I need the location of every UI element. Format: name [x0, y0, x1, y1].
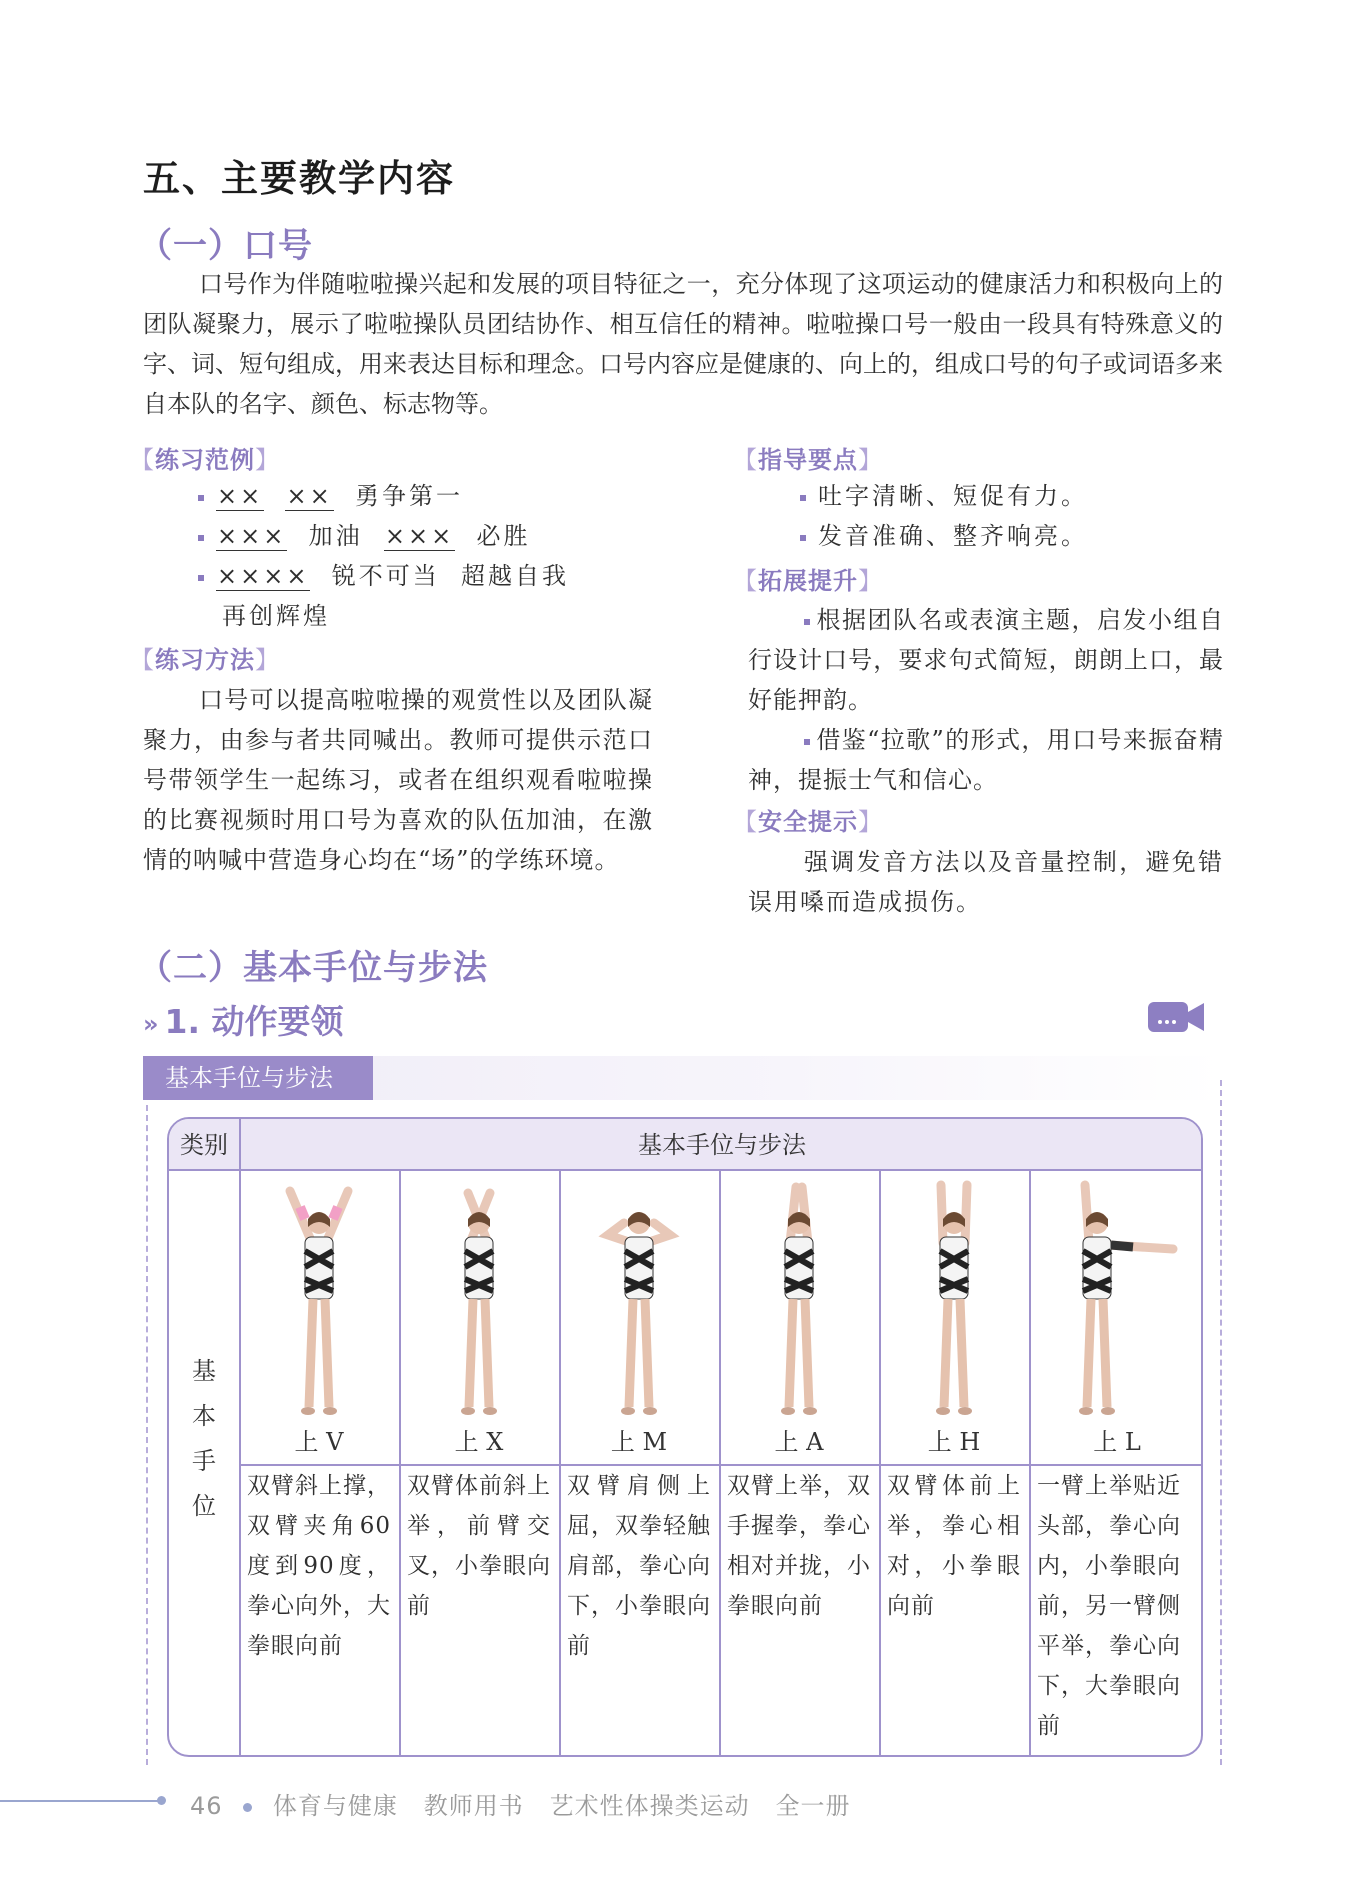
- bullet-icon: [804, 619, 810, 625]
- position-description: 双臂斜上撑，双臂夹角60度到90度，拳心向外，大拳眼向前: [247, 1473, 391, 1659]
- footer-type: 教师用书: [423, 1792, 524, 1820]
- footer-volume: 全一册: [775, 1792, 851, 1820]
- position-name: 上 V: [294, 1428, 344, 1456]
- bullet-icon: [800, 535, 806, 541]
- footer-book: 体育与健康: [272, 1792, 398, 1820]
- hand-position-table: [167, 1117, 1203, 1757]
- cheer-pose-upper-m: [594, 1179, 684, 1421]
- example-3-part-c: 超越自我: [460, 562, 569, 590]
- position-name: 上 L: [1093, 1428, 1141, 1456]
- example-2-part-a: ×××: [217, 522, 287, 550]
- example-line-3: [198, 556, 569, 596]
- practice-method-text: 口号可以提高啦啦操的观赏性以及团队凝聚力，由参与者共同喊出。教师可提供示范口号带领学生一起练习，或者在组织观看啦啦操的比赛视频时用口号为喜欢的队伍加油，在激情的呐喊中营造身心均在“场”的学练环境。: [143, 686, 653, 874]
- safety-tag: 【安全提示】: [733, 808, 883, 836]
- section1-title: （一）口号: [138, 226, 313, 266]
- example-3-part-b: 锐不可当: [331, 562, 440, 590]
- subsection-title: » 1. 动作要领: [143, 1002, 344, 1041]
- example-1-part-b: ××: [286, 482, 333, 510]
- position-name: 上 X: [454, 1428, 504, 1456]
- footer-text: [190, 1786, 851, 1821]
- example-3-part-a: ××××: [217, 562, 310, 590]
- position-description: 双臂体前斜上举，前臂交叉，小拳眼向前: [407, 1473, 551, 1619]
- position-name: 上 H: [927, 1428, 981, 1456]
- bullet-icon: [198, 575, 204, 581]
- section1-intro: 口号作为伴随啦啦操兴起和发展的项目特征之一，充分体现了这项运动的健康活力和积极向上的团队凝聚力，展示了啦啦操队员团结协作、相互信任的精神。啦啦操口号一般由一段具有特殊意义的字、词、短句组成，用来表达目标和理念。口号内容应是健康的、向上的，组成口号的句子或词语多来自本队的名字、颜色、标志物等。: [143, 270, 1223, 418]
- cheer-pose-upper-l: [1049, 1179, 1179, 1421]
- example-line-1: [198, 476, 463, 516]
- row-label: 基 本 手 位: [192, 1357, 216, 1520]
- dashed-border-left: [146, 1105, 148, 1765]
- example-2-part-c: ×××: [384, 522, 455, 550]
- practice-method-tag: 【练习方法】: [130, 646, 280, 674]
- position-description: 一臂上举贴近头部，拳心向内，小拳眼向前，另一臂侧平举，拳心向下，大拳眼向前: [1037, 1473, 1181, 1739]
- footer-dot-icon: [243, 1803, 252, 1812]
- guidance-tag: 【指导要点】: [733, 446, 883, 474]
- position-description: 双臂肩侧上屈，双拳轻触肩部，拳心向下，小拳眼向前: [567, 1473, 711, 1659]
- guidance-item: 吐字清晰、短促有力。: [800, 476, 1088, 516]
- bullet-icon: [198, 495, 204, 501]
- extension-item: 根据团队名或表演主题，启发小组自行设计口号，要求句式简短，朗朗上口，最好能押韵。: [748, 606, 1224, 714]
- footer-rule: [0, 1800, 160, 1802]
- page-heading: 五、主要教学内容: [143, 156, 455, 200]
- extension-tag: 【拓展提升】: [733, 567, 883, 595]
- table-banner-label: 基本手位与步法: [143, 1056, 373, 1100]
- bullet-icon: [804, 739, 810, 745]
- page-number: 46: [190, 1792, 223, 1820]
- example-1-part-a: ××: [217, 482, 264, 510]
- video-camera-icon[interactable]: [1146, 998, 1206, 1036]
- example-line-2: [198, 516, 530, 556]
- cheer-pose-upper-x: [434, 1179, 524, 1421]
- header-content: 基本手位与步法: [638, 1131, 806, 1159]
- example-2-part-d: 必胜: [476, 522, 531, 550]
- header-category: 类别: [180, 1131, 228, 1159]
- extension-item: 借鉴“拉歌”的形式，用口号来振奋精神，提振士气和信心。: [748, 726, 1224, 794]
- guidance-item: 发音准确、整齐响亮。: [800, 516, 1088, 556]
- bullet-icon: [198, 535, 204, 541]
- bullet-icon: [800, 495, 806, 501]
- footer-subject: 艺术性体操类运动: [549, 1792, 750, 1820]
- practice-examples-tag: 【练习范例】: [130, 446, 280, 474]
- cheer-pose-upper-v: [274, 1179, 364, 1421]
- example-line-3-cont: 再创辉煌: [222, 602, 330, 630]
- dashed-border-right: [1220, 1080, 1222, 1765]
- position-description: 双臂体前上举，拳心相对，小拳眼向前: [887, 1473, 1021, 1619]
- safety-text: 强调发音方法以及音量控制，避免错误用嗓而造成损伤。: [748, 848, 1224, 916]
- cheer-pose-upper-a: [754, 1179, 844, 1421]
- example-1-part-c: 勇争第一: [354, 482, 463, 510]
- example-2-part-b: 加油: [308, 522, 363, 550]
- table-header: [169, 1119, 1201, 1171]
- footer-dot-icon: [157, 1796, 166, 1805]
- cheer-pose-upper-h: [909, 1179, 999, 1421]
- position-name: 上 A: [774, 1428, 824, 1456]
- position-name: 上 M: [610, 1428, 668, 1456]
- position-description: 双臂上举，双手握拳，拳心相对并拢，小拳眼向前: [727, 1473, 871, 1619]
- section2-title: （二）基本手位与步法: [138, 948, 488, 988]
